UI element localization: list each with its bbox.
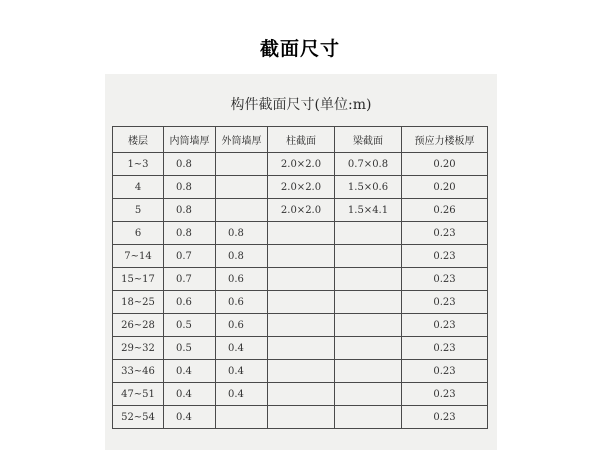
cell-outer-wall: 0.6 (216, 291, 268, 314)
cell-slab: 0.23 (402, 268, 488, 291)
cell-inner-wall: 0.4 (164, 406, 216, 429)
cell-column: 2.0×2.0 (268, 153, 335, 176)
cell-slab: 0.23 (402, 383, 488, 406)
table-row (113, 337, 488, 360)
table-row (113, 268, 488, 291)
cell-inner-wall: 0.4 (164, 360, 216, 383)
table-body (113, 153, 488, 429)
column-header-slab: 预应力楼板厚 (402, 127, 488, 153)
cell-beam (335, 291, 402, 314)
cell-column: 2.0×2.0 (268, 199, 335, 222)
cell-outer-wall: 0.6 (216, 268, 268, 291)
cell-floor: 6 (113, 222, 164, 245)
table-row (113, 314, 488, 337)
cell-inner-wall: 0.8 (164, 153, 216, 176)
cell-outer-wall: 0.6 (216, 314, 268, 337)
cell-floor: 1~3 (113, 153, 164, 176)
cell-beam: 1.5×0.6 (335, 176, 402, 199)
cell-slab: 0.20 (402, 176, 488, 199)
cell-beam (335, 222, 402, 245)
cell-floor: 29~32 (113, 337, 164, 360)
cell-outer-wall: 0.4 (216, 383, 268, 406)
cell-floor: 33~46 (113, 360, 164, 383)
column-header-outer-wall: 外筒墙厚 (216, 127, 268, 153)
table-row (113, 245, 488, 268)
cell-column (268, 406, 335, 429)
column-header-inner-wall: 内筒墙厚 (164, 127, 216, 153)
table-row (113, 406, 488, 429)
cell-slab: 0.23 (402, 245, 488, 268)
cell-beam (335, 383, 402, 406)
cell-beam (335, 406, 402, 429)
table-row (113, 222, 488, 245)
table-row (113, 383, 488, 406)
cell-inner-wall: 0.8 (164, 176, 216, 199)
cell-floor: 26~28 (113, 314, 164, 337)
cell-beam (335, 337, 402, 360)
cell-slab: 0.23 (402, 222, 488, 245)
cell-inner-wall: 0.8 (164, 222, 216, 245)
table-row (113, 153, 488, 176)
slide-title: 截面尺寸 (259, 38, 340, 60)
cell-beam: 0.7×0.8 (335, 153, 402, 176)
cell-column (268, 337, 335, 360)
cell-outer-wall: 0.8 (216, 245, 268, 268)
cell-slab: 0.23 (402, 291, 488, 314)
cell-outer-wall (216, 176, 268, 199)
cell-column (268, 291, 335, 314)
cell-beam (335, 268, 402, 291)
cell-outer-wall: 0.8 (216, 222, 268, 245)
cell-outer-wall: 0.4 (216, 337, 268, 360)
cell-slab: 0.23 (402, 314, 488, 337)
cell-column (268, 383, 335, 406)
cell-outer-wall (216, 199, 268, 222)
cell-floor: 4 (113, 176, 164, 199)
cell-beam (335, 360, 402, 383)
cell-inner-wall: 0.6 (164, 291, 216, 314)
cell-floor: 18~25 (113, 291, 164, 314)
cell-inner-wall: 0.5 (164, 337, 216, 360)
cell-column (268, 268, 335, 291)
cell-column (268, 314, 335, 337)
table-header-row (113, 127, 488, 153)
column-header-beam: 梁截面 (335, 127, 402, 153)
cell-slab: 0.23 (402, 406, 488, 429)
table-row (113, 291, 488, 314)
column-header-column: 柱截面 (268, 127, 335, 153)
cell-floor: 47~51 (113, 383, 164, 406)
cell-column: 2.0×2.0 (268, 176, 335, 199)
cell-slab: 0.20 (402, 153, 488, 176)
column-header-floor: 楼层 (113, 127, 164, 153)
cell-beam: 1.5×4.1 (335, 199, 402, 222)
cell-column (268, 360, 335, 383)
cell-inner-wall: 0.4 (164, 383, 216, 406)
cell-beam (335, 314, 402, 337)
cell-inner-wall: 0.7 (164, 245, 216, 268)
cell-outer-wall (216, 406, 268, 429)
cell-outer-wall: 0.4 (216, 360, 268, 383)
cell-inner-wall: 0.5 (164, 314, 216, 337)
cell-floor: 15~17 (113, 268, 164, 291)
cell-floor: 52~54 (113, 406, 164, 429)
cell-outer-wall (216, 153, 268, 176)
section-size-table (112, 126, 488, 429)
cell-floor: 5 (113, 199, 164, 222)
table-row (113, 199, 488, 222)
table-row (113, 176, 488, 199)
scanned-table-image (105, 74, 497, 450)
cell-column (268, 245, 335, 268)
cell-floor: 7~14 (113, 245, 164, 268)
cell-slab: 0.23 (402, 360, 488, 383)
cell-inner-wall: 0.7 (164, 268, 216, 291)
table-row (113, 360, 488, 383)
cell-inner-wall: 0.8 (164, 199, 216, 222)
cell-column (268, 222, 335, 245)
table-caption: 构件截面尺寸(单位:m) (230, 97, 372, 113)
cell-slab: 0.26 (402, 199, 488, 222)
cell-slab: 0.23 (402, 337, 488, 360)
cell-beam (335, 245, 402, 268)
